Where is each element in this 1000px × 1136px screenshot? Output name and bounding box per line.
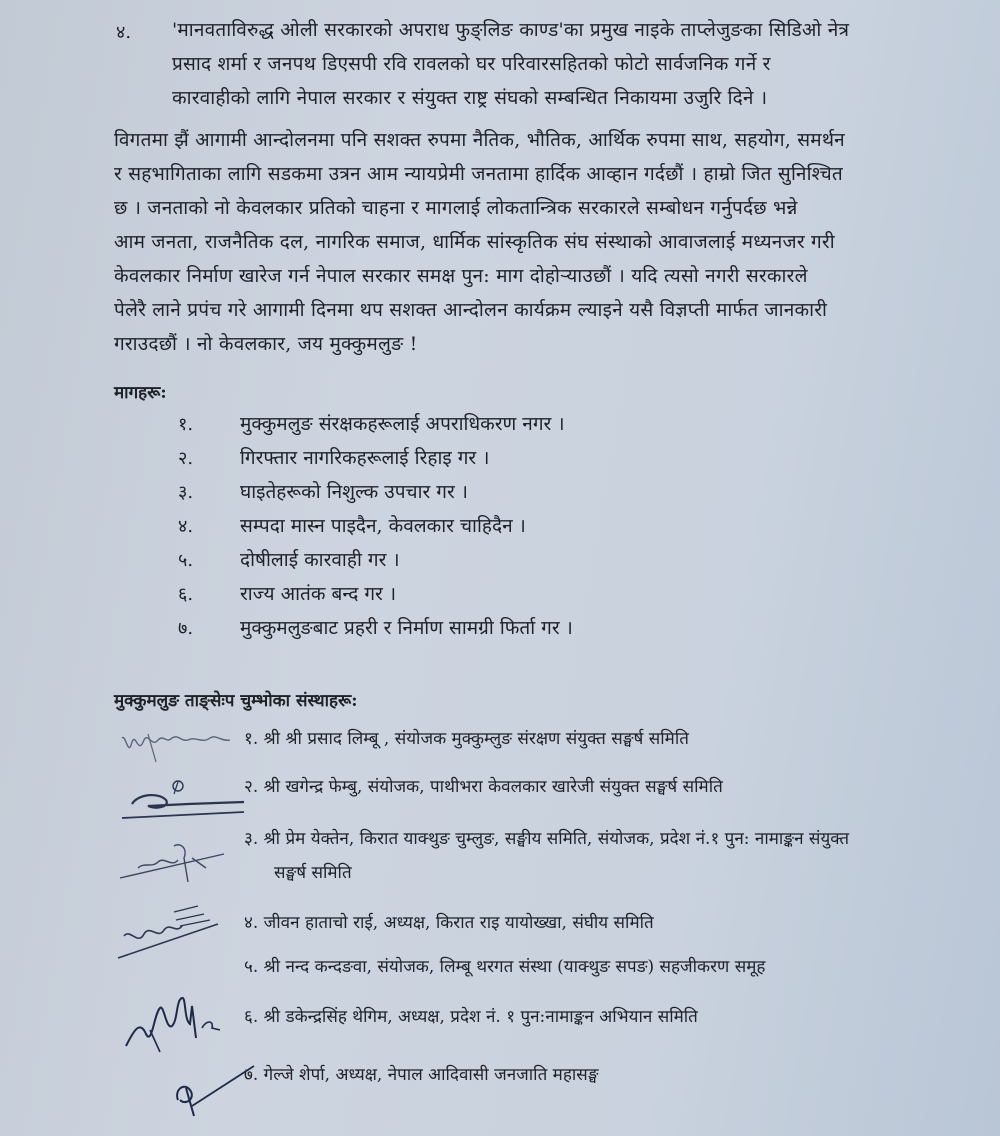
demand-number: ७. bbox=[178, 618, 194, 639]
demand-number: ३. bbox=[178, 482, 194, 503]
demand-number: १. bbox=[178, 414, 194, 435]
demand-number: ४. bbox=[178, 516, 194, 537]
item4-line-2: प्रसाद शर्मा र जनपथ डिएसपी रवि रावलको घर परिवारसहितको फोटो सार्वजनिक गर्ने र bbox=[172, 53, 771, 75]
item-number: ४. bbox=[116, 22, 132, 43]
demand-number: ६. bbox=[178, 584, 194, 605]
signatory-line: सङ्घर्ष समिति bbox=[274, 863, 352, 883]
demand-text: दोषीलाई कारवाही गर । bbox=[240, 549, 400, 571]
paragraph-line: र सहभागिताका लागि सडकमा उत्रन आम न्यायप्रेमी जनतामा हार्दिक आव्हान गर्दछौं । हाम्रो जित सुनिश्चित bbox=[114, 163, 843, 185]
demand-text: गिरफ्तार नागरिकहरूलाई रिहाइ गर । bbox=[240, 447, 490, 469]
paragraph-line: केवलकार निर्माण खारेज गर्न नेपाल सरकार समक्ष पुन: माग दोहोऱ्याउछौं । यदि त्यसो नगरी सरकारले bbox=[114, 265, 808, 287]
demands-heading: मागहरू: bbox=[114, 383, 167, 403]
signature-1-icon bbox=[118, 728, 238, 768]
item4-line-1: 'मानवताविरुद्ध ओली सरकारको अपराध फुङ्लिङ काण्ड'का प्रमुख नाइके ताप्लेजुङका सिडिओ नेत्र bbox=[172, 19, 850, 41]
signatory-line: ७. गेल्जे शेर्पा, अध्यक्ष, नेपाल आदिवासी जनजाति महासङ्घ bbox=[244, 1065, 599, 1085]
signatory-line: २. श्री खगेन्द्र फेम्बु, संयोजक, पाथीभरा केवलकार खारेजी संयुक्त सङ्घर्ष समिति bbox=[244, 777, 723, 797]
demand-text: सम्पदा मास्न पाइदैन, केवलकार चाहिदैन । bbox=[240, 515, 526, 537]
organizations-heading: मुक्कुमलुङ ताङ्सेःप चुम्भोका संस्थाहरू: bbox=[114, 691, 358, 711]
paragraph-line: छ । जनताको नो केवलकार प्रतिको चाहना र मागलाई लोकतान्त्रिक सरकारले सम्बोधन गर्नुपर्दछ भन्ने bbox=[114, 197, 798, 219]
signatory-line: १. श्री श्री प्रसाद लिम्बू , संयोजक मुक्कुम्लुङ संरक्षण संयुक्त सङ्घर्ष समिति bbox=[244, 729, 689, 749]
demand-text: मुक्कुमलुङबाट प्रहरी र निर्माण सामग्री फिर्ता गर । bbox=[240, 617, 573, 639]
demand-text: घाइतेहरूको निशुल्क उपचार गर । bbox=[240, 481, 469, 503]
signatory-line: ३. श्री प्रेम येक्तेन, किरात याक्थुङ चुम्लुङ, सङ्घीय समिति, संयोजक, प्रदेश नं.१ पुन: नामाङ्कन संयुक्त bbox=[244, 829, 850, 849]
paragraph-line: आम जनता, राजनैतिक दल, नागरिक समाज, धार्मिक सांस्कृतिक संघ संस्थाको आवाजलाई मध्यनजर गरी bbox=[114, 231, 835, 253]
signature-2-icon bbox=[118, 776, 248, 826]
paragraph-line: गराउदछौं । नो केवलकार, जय मुक्कुमलुङ ! bbox=[114, 333, 418, 355]
demand-text: राज्य आतंक बन्द गर । bbox=[240, 583, 397, 605]
demand-text: मुक्कुमलुङ संरक्षकहरूलाई अपराधिकरण नगर । bbox=[240, 413, 565, 435]
signature-3-icon bbox=[118, 838, 228, 888]
signatory-line: ६. श्री डकेन्द्रसिंह थेगिम, अध्यक्ष, प्रदेश नं. १ पुन:नामाङ्कन अभियान समिति bbox=[244, 1007, 698, 1027]
signature-4-icon bbox=[114, 902, 224, 962]
item4-line-3: कारवाहीको लागि नेपाल सरकार र संयुक्त राष्ट्र संघको सम्बन्धित निकायमा उजुरि दिने । bbox=[172, 87, 768, 109]
demand-number: २. bbox=[178, 448, 194, 469]
signatory-line: ५. श्री नन्द कन्दङवा, संयोजक, लिम्बू थरगत संस्था (याक्थुङ सपङ) सहजीकरण समूह bbox=[244, 957, 766, 977]
signature-7-icon bbox=[168, 1060, 258, 1120]
paragraph-line: पेलेरै लाने प्रपंच गरे आगामी दिनमा थप सशक्त आन्दोलन कार्यक्रम ल्याइने यसै विज्ञप्ती मार्फत जानकारी bbox=[114, 299, 828, 321]
signatory-line: ४. जीवन हाताचो राई, अध्यक्ष, किरात राइ यायोख्खा, संघीय समिति bbox=[244, 913, 654, 933]
signature-6-icon bbox=[120, 990, 230, 1060]
paragraph-line: विगतमा झैं आगामी आन्दोलनमा पनि सशक्त रुपमा नैतिक, भौतिक, आर्थिक रुपमा साथ, सहयोग, समर्थन bbox=[114, 129, 845, 151]
demand-number: ५. bbox=[178, 550, 194, 571]
